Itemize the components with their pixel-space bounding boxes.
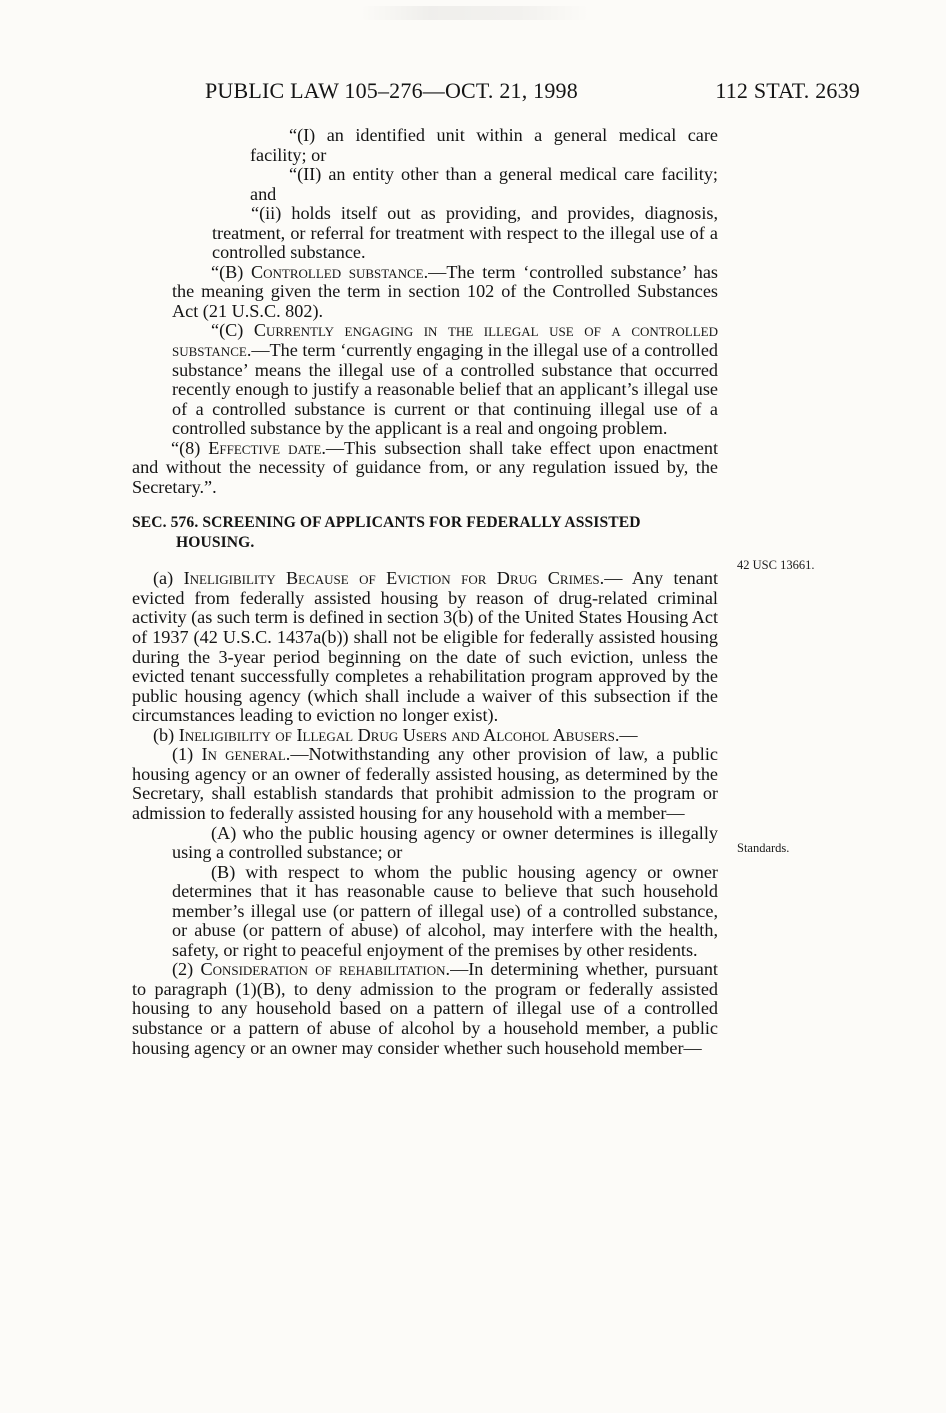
subsection-b [132,726,718,746]
paragraph-1-text: .—Notwithstanding any other provision of law, a public housing agency or an owner of federally assisted housing, as determined by the Secretary, shall establish standards that prohibit admission to the program or admission to federally assisted housing for any household with a member— [132,744,718,823]
definition-C-text: .—The term ‘currently engaging in the illegal use of a controlled substance’ means the illegal use of a controlled substance that occurred recently enough to justify a reasonable belief that an applicant’s illegal use of a controlled substance is current or that continuing illegal use of a controlled substance by the applicant is a real and ongoing problem. [172,340,719,439]
clause-II: “(II) an entity other than a general medical care facility; and [250,164,718,204]
section-576-heading: SEC. 576. SCREENING OF APPLICANTS FOR FEDERALLY ASSISTED HOUSING. [132,514,641,552]
subparagraph-A: (A) who the public housing agency or owner determines is illegally using a controlled substance; or [172,822,718,863]
header-public-law: PUBLIC LAW 105–276—OCT. 21, 1998 [205,78,578,103]
subsection-b-title: Ineligibility of Illegal Drug Users and Alcohol Abusers [178,724,615,745]
scan-smudge [360,6,590,20]
subsection-a-text: .— Any tenant evicted from federally assisted housing by reason of drug-related criminal activity (as such term is defined in section 3(b) of the United States Housing Act of 1937 (42 U.S.C. 1437a(b)) shall not be eligible for federally assisted housing during the 3-year period beginning on the date of such eviction, unless the evicted tenant successfully completes a rehabilitation program approved by the public housing agency (which shall include a waiver of this subsection if the circumstances leading to eviction no longer exist). [132,568,718,726]
definition-currently-engaging [132,321,718,438]
paragraph-2-text: .—In determining whether, pursuant to paragraph (1)(B), to deny admission to the program or federally assisted housing to any household based on a pattern of illegal use of a controlled substance or a pattern of abuse of alcohol by a household member, a public housing agency or an owner may consider whether such household member— [132,959,718,1058]
effective-date-title: Effective date [208,437,322,458]
subparagraph-B: (B) with respect to whom the public housing agency or owner determines that it has reasonable cause to believe that such household member’s illegal use (or pattern of illegal use) of a controlled substance, or abuse (or pattern of abuse) of alcohol, may interfere with the health, safety, or right to peaceful enjoyment of the premises by other residents. [172,861,718,960]
subsection-a-title: Ineligibility Because of Eviction for Drug Crimes [183,568,600,589]
subsection-b-text: .— [614,724,638,745]
paragraph-2-rehabilitation [132,960,718,1058]
margin-note-usc: 42 USC 13661. [737,558,815,572]
definition-controlled-substance [132,263,718,322]
definition-B-text: .—The term ‘controlled substance’ has the meaning given the term in section 102 of the Controlled Substances Act (21 U.S.C. 802). [172,261,718,321]
paragraph-2-lead: (2) [172,959,201,980]
clause-ii: “(ii) holds itself out as providing, and provides, diagnosis, treatment, or referral for treatment with respect to the illegal use of a controlled substance. [212,203,718,263]
margin-note-standards: Standards. [737,841,790,855]
definition-B-lead: “(B) [211,261,251,282]
effective-date [132,439,718,498]
effective-date-lead: “(8) [171,437,209,458]
paragraph-1-in-general [132,745,718,823]
clause-I: “(I) an identified unit within a general medical care facility; or [250,125,718,165]
header-stat-page: 112 STAT. 2639 [715,78,860,103]
page-header [205,76,860,106]
subsection-b-lead: (b) [153,724,179,745]
subsection-a [132,569,718,725]
subsection-a-lead: (a) [153,568,184,589]
body-text [132,126,718,1058]
paragraph-1-title: In general [201,744,286,765]
definition-C-title: Currently engaging in the illegal use of a controlled substance [172,320,718,361]
effective-date-text: .—This subsection shall take effect upon enactment and without the necessity of guidance from, or any regulation issued by, the Secretary.”. [132,437,719,497]
definition-C-lead: “(C) [211,320,254,341]
definition-B-title: Controlled substance [250,261,424,282]
paragraph-2-title: Consideration of rehabilitation [200,959,446,980]
paragraph-1-lead: (1) [172,744,202,765]
